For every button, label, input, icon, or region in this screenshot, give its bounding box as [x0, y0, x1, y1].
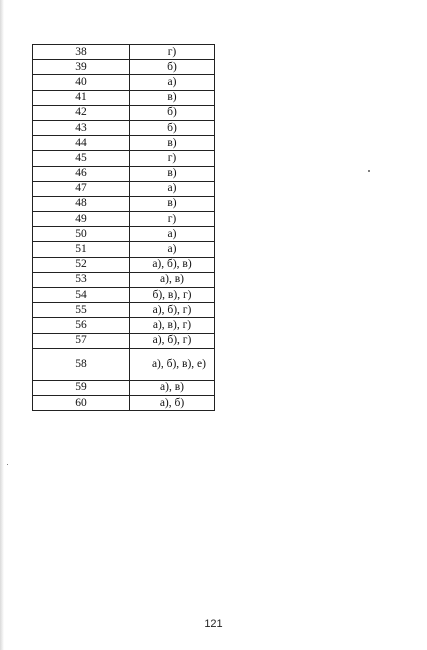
table-row: [33, 45, 215, 60]
answer-cell: в): [130, 166, 215, 181]
answer-key-table: [32, 44, 215, 411]
table-row: [33, 151, 215, 166]
table-row: [33, 303, 215, 318]
question-number-cell: 39: [33, 60, 130, 75]
answer-cell: а), б), в): [130, 257, 215, 272]
answer-cell: г): [130, 212, 215, 227]
answer-cell: г): [130, 45, 215, 60]
answer-cell: а), в): [130, 380, 215, 395]
scanned-page-edge: [0, 0, 4, 650]
table-row: [33, 395, 215, 410]
question-number-cell: 50: [33, 227, 130, 242]
answer-cell: в): [130, 90, 215, 105]
answer-cell: а): [130, 227, 215, 242]
question-number-cell: 40: [33, 75, 130, 90]
answer-cell: а): [130, 181, 215, 196]
table-row: [33, 120, 215, 135]
question-number-cell: 45: [33, 151, 130, 166]
table-row: [33, 333, 215, 348]
question-number-cell: 38: [33, 45, 130, 60]
answer-cell: а), в): [130, 272, 215, 287]
question-number-cell: 58: [33, 348, 130, 380]
question-number-cell: 44: [33, 136, 130, 151]
answer-cell: г): [130, 151, 215, 166]
page-number: 121: [204, 618, 223, 630]
question-number-cell: 48: [33, 196, 130, 211]
table-row: [33, 75, 215, 90]
scan-speck: [7, 464, 8, 465]
table-row: [33, 272, 215, 287]
table-row: [33, 257, 215, 272]
table-row: [33, 242, 215, 257]
table-row: [33, 90, 215, 105]
table-row: [33, 348, 215, 380]
question-number-cell: 49: [33, 212, 130, 227]
question-number-cell: 60: [33, 395, 130, 410]
question-number-cell: 54: [33, 288, 130, 303]
answer-cell: в): [130, 196, 215, 211]
question-number-cell: 59: [33, 380, 130, 395]
table-row: [33, 318, 215, 333]
question-number-cell: 41: [33, 90, 130, 105]
question-number-cell: 57: [33, 333, 130, 348]
table-row: [33, 227, 215, 242]
answer-cell: а), б), г): [130, 303, 215, 318]
question-number-cell: 56: [33, 318, 130, 333]
answer-cell: а): [130, 75, 215, 90]
question-number-cell: 43: [33, 120, 130, 135]
answer-cell: а), б), г): [130, 333, 215, 348]
question-number-cell: 46: [33, 166, 130, 181]
answer-cell: а), в), г): [130, 318, 215, 333]
answer-cell: в): [130, 136, 215, 151]
answer-cell: а), б), в), е): [130, 348, 215, 380]
table-row: [33, 380, 215, 395]
question-number-cell: 55: [33, 303, 130, 318]
answer-cell: б): [130, 120, 215, 135]
table-row: [33, 288, 215, 303]
answer-cell: а), б): [130, 395, 215, 410]
table-row: [33, 166, 215, 181]
question-number-cell: 53: [33, 272, 130, 287]
table-row: [33, 212, 215, 227]
table-row: [33, 105, 215, 120]
scan-speck: [368, 170, 370, 172]
question-number-cell: 42: [33, 105, 130, 120]
answer-cell: б): [130, 60, 215, 75]
question-number-cell: 47: [33, 181, 130, 196]
answer-cell: б), в), г): [130, 288, 215, 303]
table-row: [33, 60, 215, 75]
question-number-cell: 52: [33, 257, 130, 272]
question-number-cell: 51: [33, 242, 130, 257]
table-row: [33, 196, 215, 211]
table-row: [33, 136, 215, 151]
answer-cell: б): [130, 105, 215, 120]
table-row: [33, 181, 215, 196]
answer-cell: а): [130, 242, 215, 257]
